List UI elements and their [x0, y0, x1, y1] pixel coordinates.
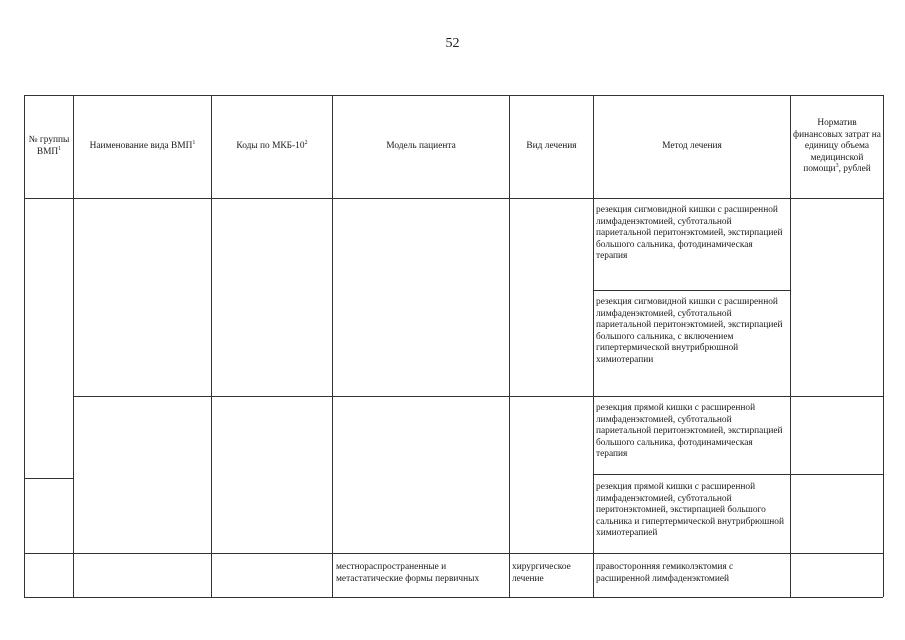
page-number: 52	[445, 36, 460, 51]
header-group-number: № группы ВМП$^1$	[28, 135, 70, 157]
method-cell: правосторонняя гемиколэктомия с расширенной лимфаденэктомией	[596, 562, 734, 584]
header-treatment-method: Метод лечения	[662, 141, 722, 152]
method-cell: резекция прямой кишки с расширенной лимфаденэктомией, субтотальной париетальной перитонэктомией, экстирпацией большого сальника, фотодинамическая терапия	[596, 403, 783, 460]
header-treatment-type: Вид лечения	[526, 141, 577, 152]
header-patient-model: Модель пациента	[386, 141, 456, 152]
header-financial-norm: Норматив финансовых затрат на единицу объема медицинской помощи$^3$, рублей	[793, 118, 881, 175]
method-cell: резекция сигмовидной кишки с расширенной лимфаденэктомией, субтотальной париетальной перитонэктомией, экстирпацией большого сальника, с включением гипертермической внутрибрюшной химиотерапии	[596, 297, 783, 365]
header-vmp-name: Наименование вида ВМП$^1$	[89, 140, 196, 152]
header-icd-codes: Коды по МКБ-$10^2$	[236, 140, 308, 152]
patient-model-cell: местнораспространенные и метастатические формы первичных	[336, 562, 480, 584]
treatment-type-cell: хирургическое лечение	[512, 562, 571, 584]
method-cell: резекция прямой кишки с расширенной лимфаденэктомией, субтотальной перитонэктомией, экстирпацией большого сальника и гипертермической внутрибрюшной химиотерапией	[596, 482, 784, 539]
method-cell: резекция сигмовидной кишки с расширенной лимфаденэктомией, субтотальной париетальной перитонэктомией, экстирпацией большого сальника, фотодинамическая терапия	[596, 205, 783, 262]
